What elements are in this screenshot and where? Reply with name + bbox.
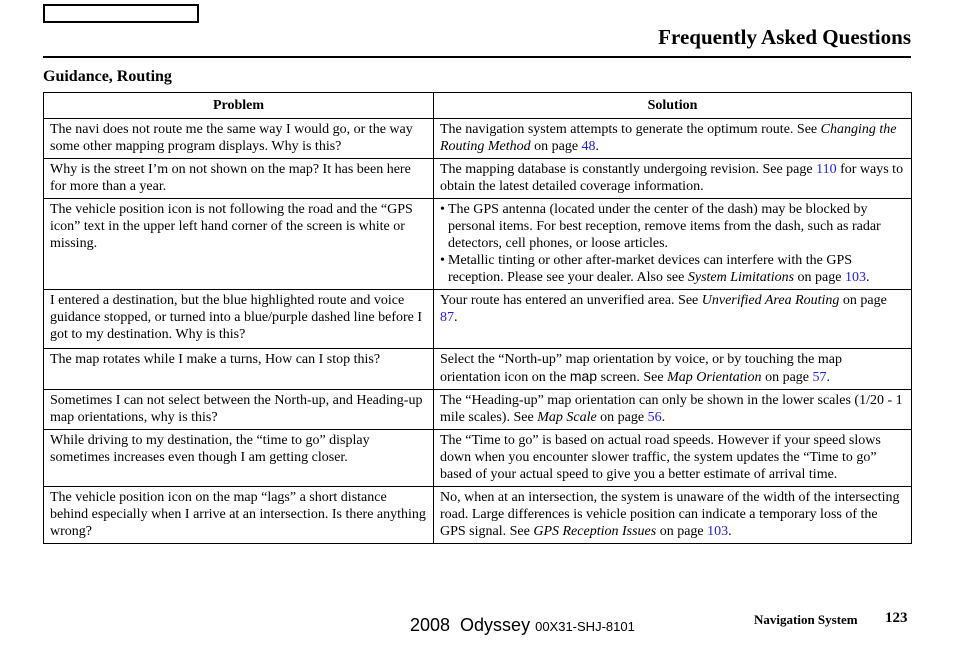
footer-section-name: Navigation System	[754, 612, 858, 627]
title-divider	[43, 56, 911, 58]
solution-bullet: • The GPS antenna (located under the center of the dash) may be blocked by personal items. For best reception, remove items from the dash, such as radar detectors, cell phones, or loose articles.	[440, 201, 905, 252]
section-reference: Unverified Area Routing	[701, 293, 840, 308]
section-reference: System Limitations	[687, 270, 795, 285]
problem-cell: The navi does not route me the same way I would go, or the way some other mapping program displays. Why is this?	[44, 119, 434, 159]
solution-cell: No, when at an intersection, the system is unaware of the width of the intersecting road. Large differences is vehicle position can indicate a temporary loss of the GPS signal. See GPS Reception Issues on page 103.	[434, 487, 912, 544]
solution-cell: The mapping database is constantly undergoing revision. See page 110 for ways to obtain the latest detailed coverage information.	[434, 159, 912, 199]
table-header-row	[44, 93, 912, 119]
solution-bullet-list	[440, 201, 905, 286]
page-link[interactable]: 103	[844, 270, 866, 285]
header-tab-box	[43, 4, 199, 23]
problem-cell: Why is the street I’m on not shown on the map? It has been here for more than a year.	[44, 159, 434, 199]
footer-model-name: 2008 Odyssey	[410, 615, 531, 635]
problem-cell: The vehicle position icon is not following the road and the “GPS icon” text in the upper left hand corner of the screen is white or missing.	[44, 199, 434, 290]
column-header-solution: Solution	[434, 93, 912, 119]
solution-cell: The navigation system attempts to generate the optimum route. See Changing the Routing Method on page 48.	[434, 119, 912, 159]
solution-bullet: • Metallic tinting or other after-market devices can interfere with the GPS reception. Please see your dealer. Also see System Limitations on page 103.	[440, 252, 905, 286]
solution-cell	[434, 199, 912, 290]
solution-cell: The “Time to go” is based on actual road speeds. However if your speed slows down when you encounter slower traffic, the system updates the “Time to go” based of your actual speed to give you a better estimate of arrival time.	[434, 430, 912, 487]
table-row	[44, 159, 912, 199]
page-link[interactable]: 110	[816, 162, 837, 177]
table-row	[44, 199, 912, 290]
footer-model	[410, 615, 635, 636]
table-row	[44, 119, 912, 159]
section-reference: Changing the Routing Method	[440, 122, 897, 154]
solution-cell: Your route has entered an unverified area. See Unverified Area Routing on page 87.	[434, 290, 912, 349]
footer-model-code: 00X31-SHJ-8101	[535, 619, 635, 634]
column-header-problem: Problem	[44, 93, 434, 119]
problem-cell: Sometimes I can not select between the North-up, and Heading-up map orientations, why is this?	[44, 390, 434, 430]
page-title: Frequently Asked Questions	[658, 25, 911, 49]
solution-cell: The “Heading-up” map orientation can only be shown in the lower scales (1/20 - 1 mile scales). See Map Scale on page 56.	[434, 390, 912, 430]
problem-cell: While driving to my destination, the “time to go” display sometimes increases even though I am getting closer.	[44, 430, 434, 487]
section-reference: Map Scale	[537, 410, 597, 425]
problem-cell: I entered a destination, but the blue highlighted route and voice guidance stopped, or turned into a blue/purple dashed line before I got to my destination. Why is this?	[44, 290, 434, 349]
page-link[interactable]: 57	[812, 370, 827, 385]
page-link[interactable]: 87	[440, 310, 454, 325]
section-reference: Map Orientation	[667, 370, 762, 385]
faq-table	[43, 92, 912, 544]
page-link[interactable]: 48	[581, 139, 596, 154]
problem-cell: The map rotates while I make a turns, How can I stop this?	[44, 349, 434, 390]
section-reference: GPS Reception Issues	[533, 524, 657, 539]
table-row	[44, 290, 912, 349]
table-row	[44, 390, 912, 430]
page-link[interactable]: 56	[647, 410, 662, 425]
table-row	[44, 487, 912, 544]
page-link[interactable]: 103	[707, 524, 729, 539]
page-number: 123	[885, 610, 908, 626]
solution-cell: Select the “North-up” map orientation by voice, or by touching the map orientation icon on the map screen. See Map Orientation on page 57.	[434, 349, 912, 390]
problem-cell: The vehicle position icon on the map “lags” a short distance behind especially when I arrive at an intersection. Is there anything wrong?	[44, 487, 434, 544]
table-row	[44, 430, 912, 487]
map-button-label: map	[569, 368, 598, 384]
section-heading: Guidance, Routing	[43, 68, 172, 85]
table-row	[44, 349, 912, 390]
